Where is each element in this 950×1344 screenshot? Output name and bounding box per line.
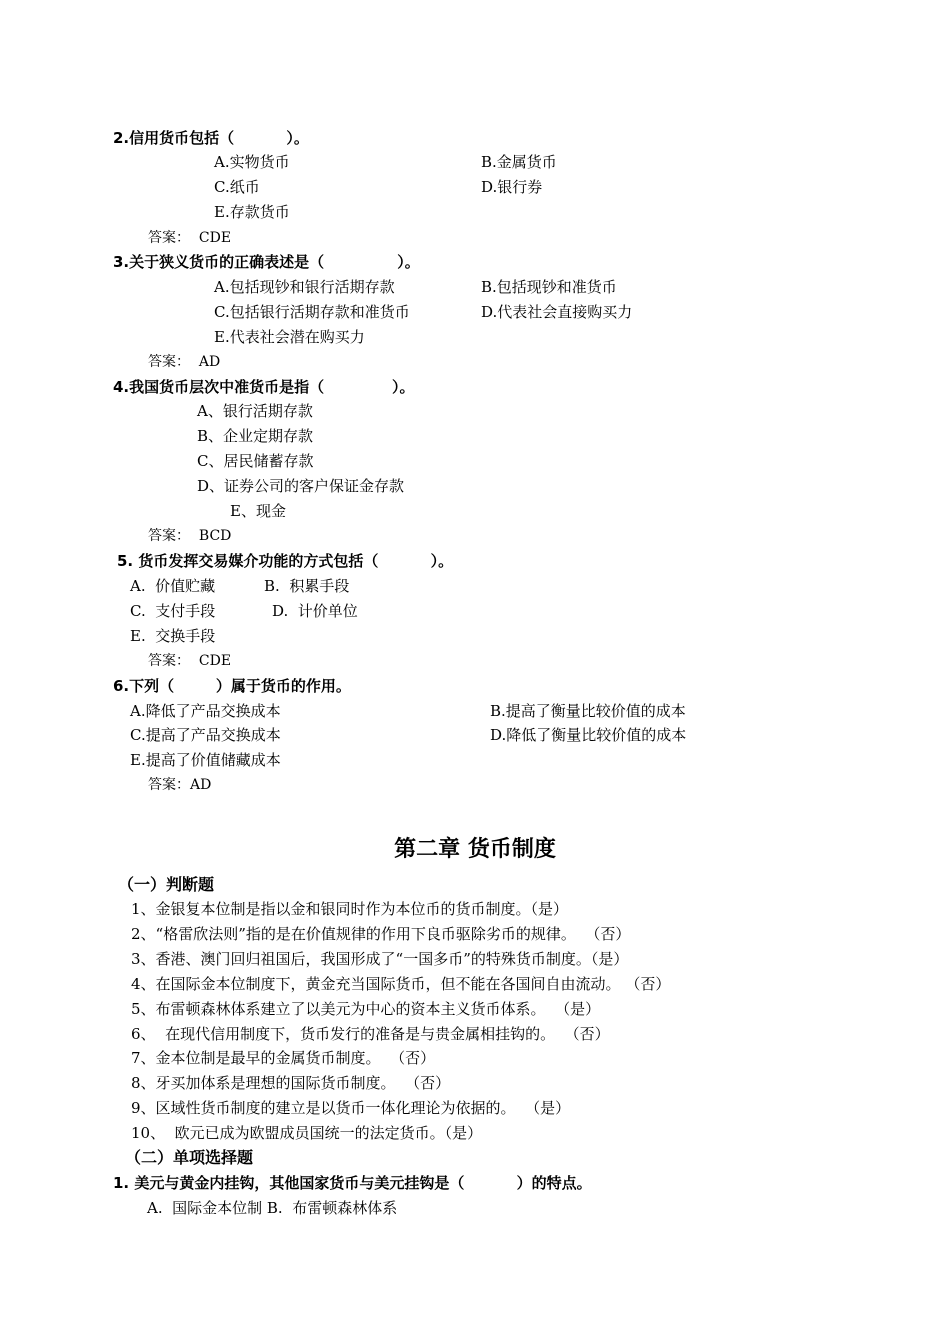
judge-item-10: 10、 欧元已成为欧盟成员国统一的法定货币。（是） (131, 1124, 483, 1142)
q3-option-b: B.包括现钞和准货币 (481, 278, 617, 296)
judge-item-2: 2、“格雷欣法则”指的是在价值规律的作用下良币驱除劣币的规律。 （否） (131, 925, 631, 943)
judge-item-1: 1、金银复本位制是指以金和银同时作为本位币的货币制度。（是） (131, 900, 569, 918)
q6-answer: 答案：AD (148, 777, 212, 793)
q4-option-a: A、银行活期存款 (197, 402, 313, 420)
q5-stem: 5. 货币发挥交易媒介功能的方式包括（ ）。 (117, 552, 454, 570)
q2-stem: 2.信用货币包括（ ）。 (113, 129, 309, 147)
judge-item-7: 7、金本位制是最早的金属货币制度。 （否） (131, 1049, 436, 1067)
q6-option-c: C.提高了产品交换成本 (130, 726, 281, 744)
q4-stem: 4.我国货币层次中准货币是指（ ）。 (113, 378, 415, 396)
q4-option-e: E、现金 (230, 502, 286, 520)
q2-option-a: A.实物货币 (214, 153, 290, 171)
q3-option-a: A.包括现钞和银行活期存款 (214, 278, 395, 296)
q6-option-a: A.降低了产品交换成本 (130, 702, 281, 720)
judge-item-9: 9、区域性货币制度的建立是以货币一体化理论为依据的。 （是） (131, 1099, 571, 1117)
single-heading: （二）单项选择题 (125, 1148, 254, 1167)
q3-stem: 3.关于狭义货币的正确表述是（ ）。 (113, 253, 420, 271)
q5-option-c: C. 支付手段 (130, 602, 216, 620)
judge-heading: （一）判断题 (118, 875, 215, 894)
single-q1-stem: 1. 美元与黄金内挂钩，其他国家货币与美元挂钩是（ ）的特点。 (113, 1174, 592, 1192)
q2-answer: 答案： CDE (148, 230, 232, 246)
chapter-title: 第二章 货币制度 (394, 837, 556, 862)
q5-option-d: D. 计价单位 (272, 602, 358, 620)
judge-item-4: 4、在国际金本位制度下，黄金充当国际货币，但不能在各国间自由流动。 （否） (131, 975, 671, 993)
q5-option-a: A. 价值贮藏 (130, 577, 216, 595)
judge-item-3: 3、香港、澳门回归祖国后，我国形成了“一国多币”的特殊货币制度。（是） (131, 950, 629, 968)
q5-option-b: B. 积累手段 (264, 577, 350, 595)
q6-option-d: D.降低了衡量比较价值的成本 (490, 726, 687, 744)
q3-option-e: E.代表社会潜在购买力 (214, 328, 365, 346)
q2-option-b: B.金属货币 (481, 153, 557, 171)
q2-option-c: C.纸币 (214, 178, 260, 196)
q3-answer: 答案： AD (148, 354, 221, 370)
q5-answer: 答案： CDE (148, 653, 232, 669)
q6-stem: 6.下列（ ）属于货币的作用。 (113, 677, 351, 695)
q4-option-b: B、企业定期存款 (197, 427, 314, 445)
q5-option-e: E. 交换手段 (130, 627, 216, 645)
single-q1-options-ab: A. 国际金本位制 B. 布雷顿森林体系 (147, 1199, 398, 1217)
q6-option-b: B.提高了衡量比较价值的成本 (490, 702, 686, 720)
q4-answer: 答案： BCD (148, 528, 232, 544)
q3-option-c: C.包括银行活期存款和准货币 (214, 303, 410, 321)
judge-item-5: 5、布雷顿森林体系建立了以美元为中心的资本主义货币体系。 （是） (131, 1000, 601, 1018)
q2-option-e: E.存款货币 (214, 203, 290, 221)
judge-item-6: 6、 在现代信用制度下，货币发行的准备是与贵金属相挂钩的。 （否） (131, 1025, 610, 1043)
judge-item-8: 8、牙买加体系是理想的国际货币制度。 （否） (131, 1074, 451, 1092)
q6-option-e: E.提高了价值储藏成本 (130, 751, 281, 769)
q4-option-c: C、居民储蓄存款 (197, 452, 314, 470)
q4-option-d: D、证券公司的客户保证金存款 (197, 477, 405, 495)
q3-option-d: D.代表社会直接购买力 (481, 303, 633, 321)
q2-option-d: D.银行券 (481, 178, 543, 196)
